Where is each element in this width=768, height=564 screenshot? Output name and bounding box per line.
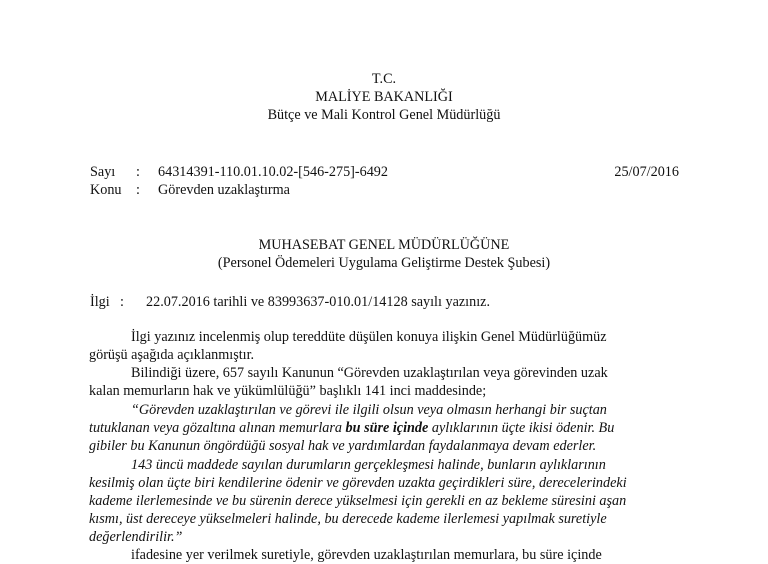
quote2-line5: değerlendirilir.” [89,529,183,545]
document-date: 25/07/2016 [614,164,679,180]
ilgi-text: 22.07.2016 tarihli ve 83993637-010.01/14128 sayılı yazınız. [146,294,490,310]
quote1-line2 [89,419,614,437]
quote2-line3: kademe ilerlemesinde ve bu sürenin derece yükselmesi için gerekli en az bekleme süresini aşan [89,493,627,509]
quote2-line2: kesilmiş olan üçte biri kendilerine ödenir ve görevden uzakta geçirdikleri süre, derecelerindeki [89,475,627,491]
quote1-line2-part1: tutuklanan veya gözaltına alınan memurlara [89,420,346,436]
header-tc: T.C. [371,71,397,87]
quote1-line1: “Görevden uzaklaştırılan ve görevi ile ilgili olsun veya olmasın herhangi bir suçtan [131,402,607,418]
ilgi-colon: : [120,294,124,310]
quote1-line3: gibiler bu Kanunun öngördüğü sosyal hak ve yardımlardan faydalanmaya devam ederler. [89,438,597,454]
header-directorate: Bütçe ve Mali Kontrol Genel Müdürlüğü [267,107,501,123]
p2-line1: Bilindiği üzere, 657 sayılı Kanunun “Görevden uzaklaştırılan veya görevinden uzak [131,365,608,381]
sayi-value: 64314391-110.01.10.02-[546-275]-6492 [158,164,388,180]
quote2-line4: kısmı, üst dereceye yükselmeleri halinde, bu derecede kademe ilerlemesi yapılmak suretiyle [89,511,607,527]
p1-line1: İlgi yazınız incelenmiş olup tereddüte düşülen konuya ilişkin Genel Müdürlüğümüz [131,329,607,345]
p3-line1: ifadesine yer verilmek suretiyle, görevden uzaklaştırılan memurlara, bu süre içinde [131,547,602,563]
p1-line2: görüşü aşağıda açıklanmıştır. [89,347,255,363]
konu-value: Görevden uzaklaştırma [158,182,290,198]
sayi-label: Sayı [90,164,116,180]
quote1-bold-phrase: bu süre içinde [345,420,429,436]
quote1-line2-part3: aylıklarının üçte ikisi ödenir. Bu [428,420,615,436]
quote2-line1: 143 üncü maddede sayılan durumların gerçekleşmesi halinde, bunların aylıklarının [131,457,606,473]
konu-label: Konu [90,182,122,198]
recipient-branch: (Personel Ödemeleri Uygulama Geliştirme Destek Şubesi) [217,255,551,271]
sayi-colon: : [136,164,140,180]
p2-line2: kalan memurların hak ve yükümlülüğü” başlıklı 141 inci maddesinde; [89,383,487,399]
konu-colon: : [136,182,140,198]
recipient-title: MUHASEBAT GENEL MÜDÜRLÜĞÜNE [258,237,510,253]
ilgi-label: İlgi [90,294,110,310]
header-ministry: MALİYE BAKANLIĞI [315,89,453,105]
